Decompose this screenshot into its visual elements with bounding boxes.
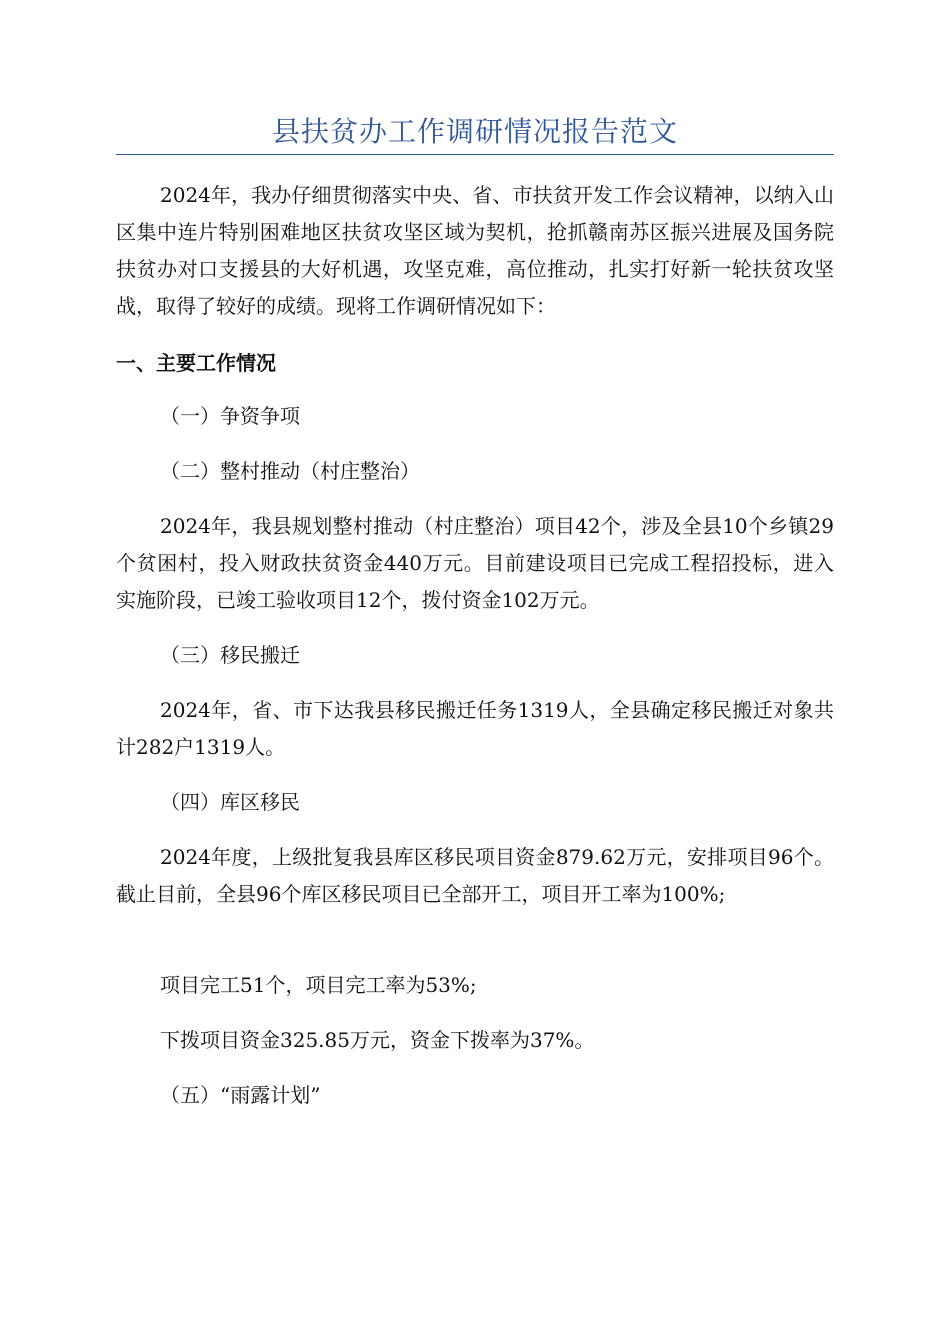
- intro-paragraph: 2024年，我办仔细贯彻落实中央、省、市扶贫开发工作会议精神，以纳入山区集中连片特别困难地区扶贫攻坚区域为契机，抢抓赣南苏区振兴进展及国务院扶贫办对口支援县的大好机遇，攻坚克难，高位推动，扎实打好新一轮扶贫攻坚战，取得了较好的成绩。现将工作调研情况如下：: [116, 183, 834, 318]
- section-heading-main-work: 一、主要工作情况: [116, 351, 276, 375]
- relocation-paragraph: 2024年，省、市下达我县移民搬迁任务1319人，全县确定移民搬迁对象共计282户1319人。: [116, 698, 834, 759]
- subheading-rain-dew-plan: （五）“雨露计划”: [160, 1083, 321, 1107]
- subheading-relocation: （三）移民搬迁: [160, 643, 300, 667]
- village-renovation-paragraph: 2024年，我县规划整村推动（村庄整治）项目42个，涉及全县10个乡镇29个贫困村，投入财政扶贫资金440万元。目前建设项目已完成工程招投标，进入实施阶段，已竣工验收项目12个，拨付资金102万元。: [116, 514, 834, 612]
- subheading-reservoir-migrants: （四）库区移民: [160, 790, 300, 814]
- document-title: 县扶贫办工作调研情况报告范文: [271, 115, 678, 148]
- subheading-village-renovation: （二）整村推动（村庄整治）: [160, 459, 420, 483]
- reservoir-paragraph-3: 下拨项目资金325.85万元，资金下拨率为37%。: [160, 1028, 595, 1052]
- subheading-funding: （一）争资争项: [160, 404, 300, 428]
- reservoir-paragraph-1: 2024年度，上级批复我县库区移民项目资金879.62万元，安排项目96个。截止目前，全县96个库区移民项目已全部开工，项目开工率为100%;: [116, 845, 834, 906]
- title-underline: [116, 154, 834, 155]
- reservoir-paragraph-2: 项目完工51个，项目完工率为53%;: [160, 973, 477, 997]
